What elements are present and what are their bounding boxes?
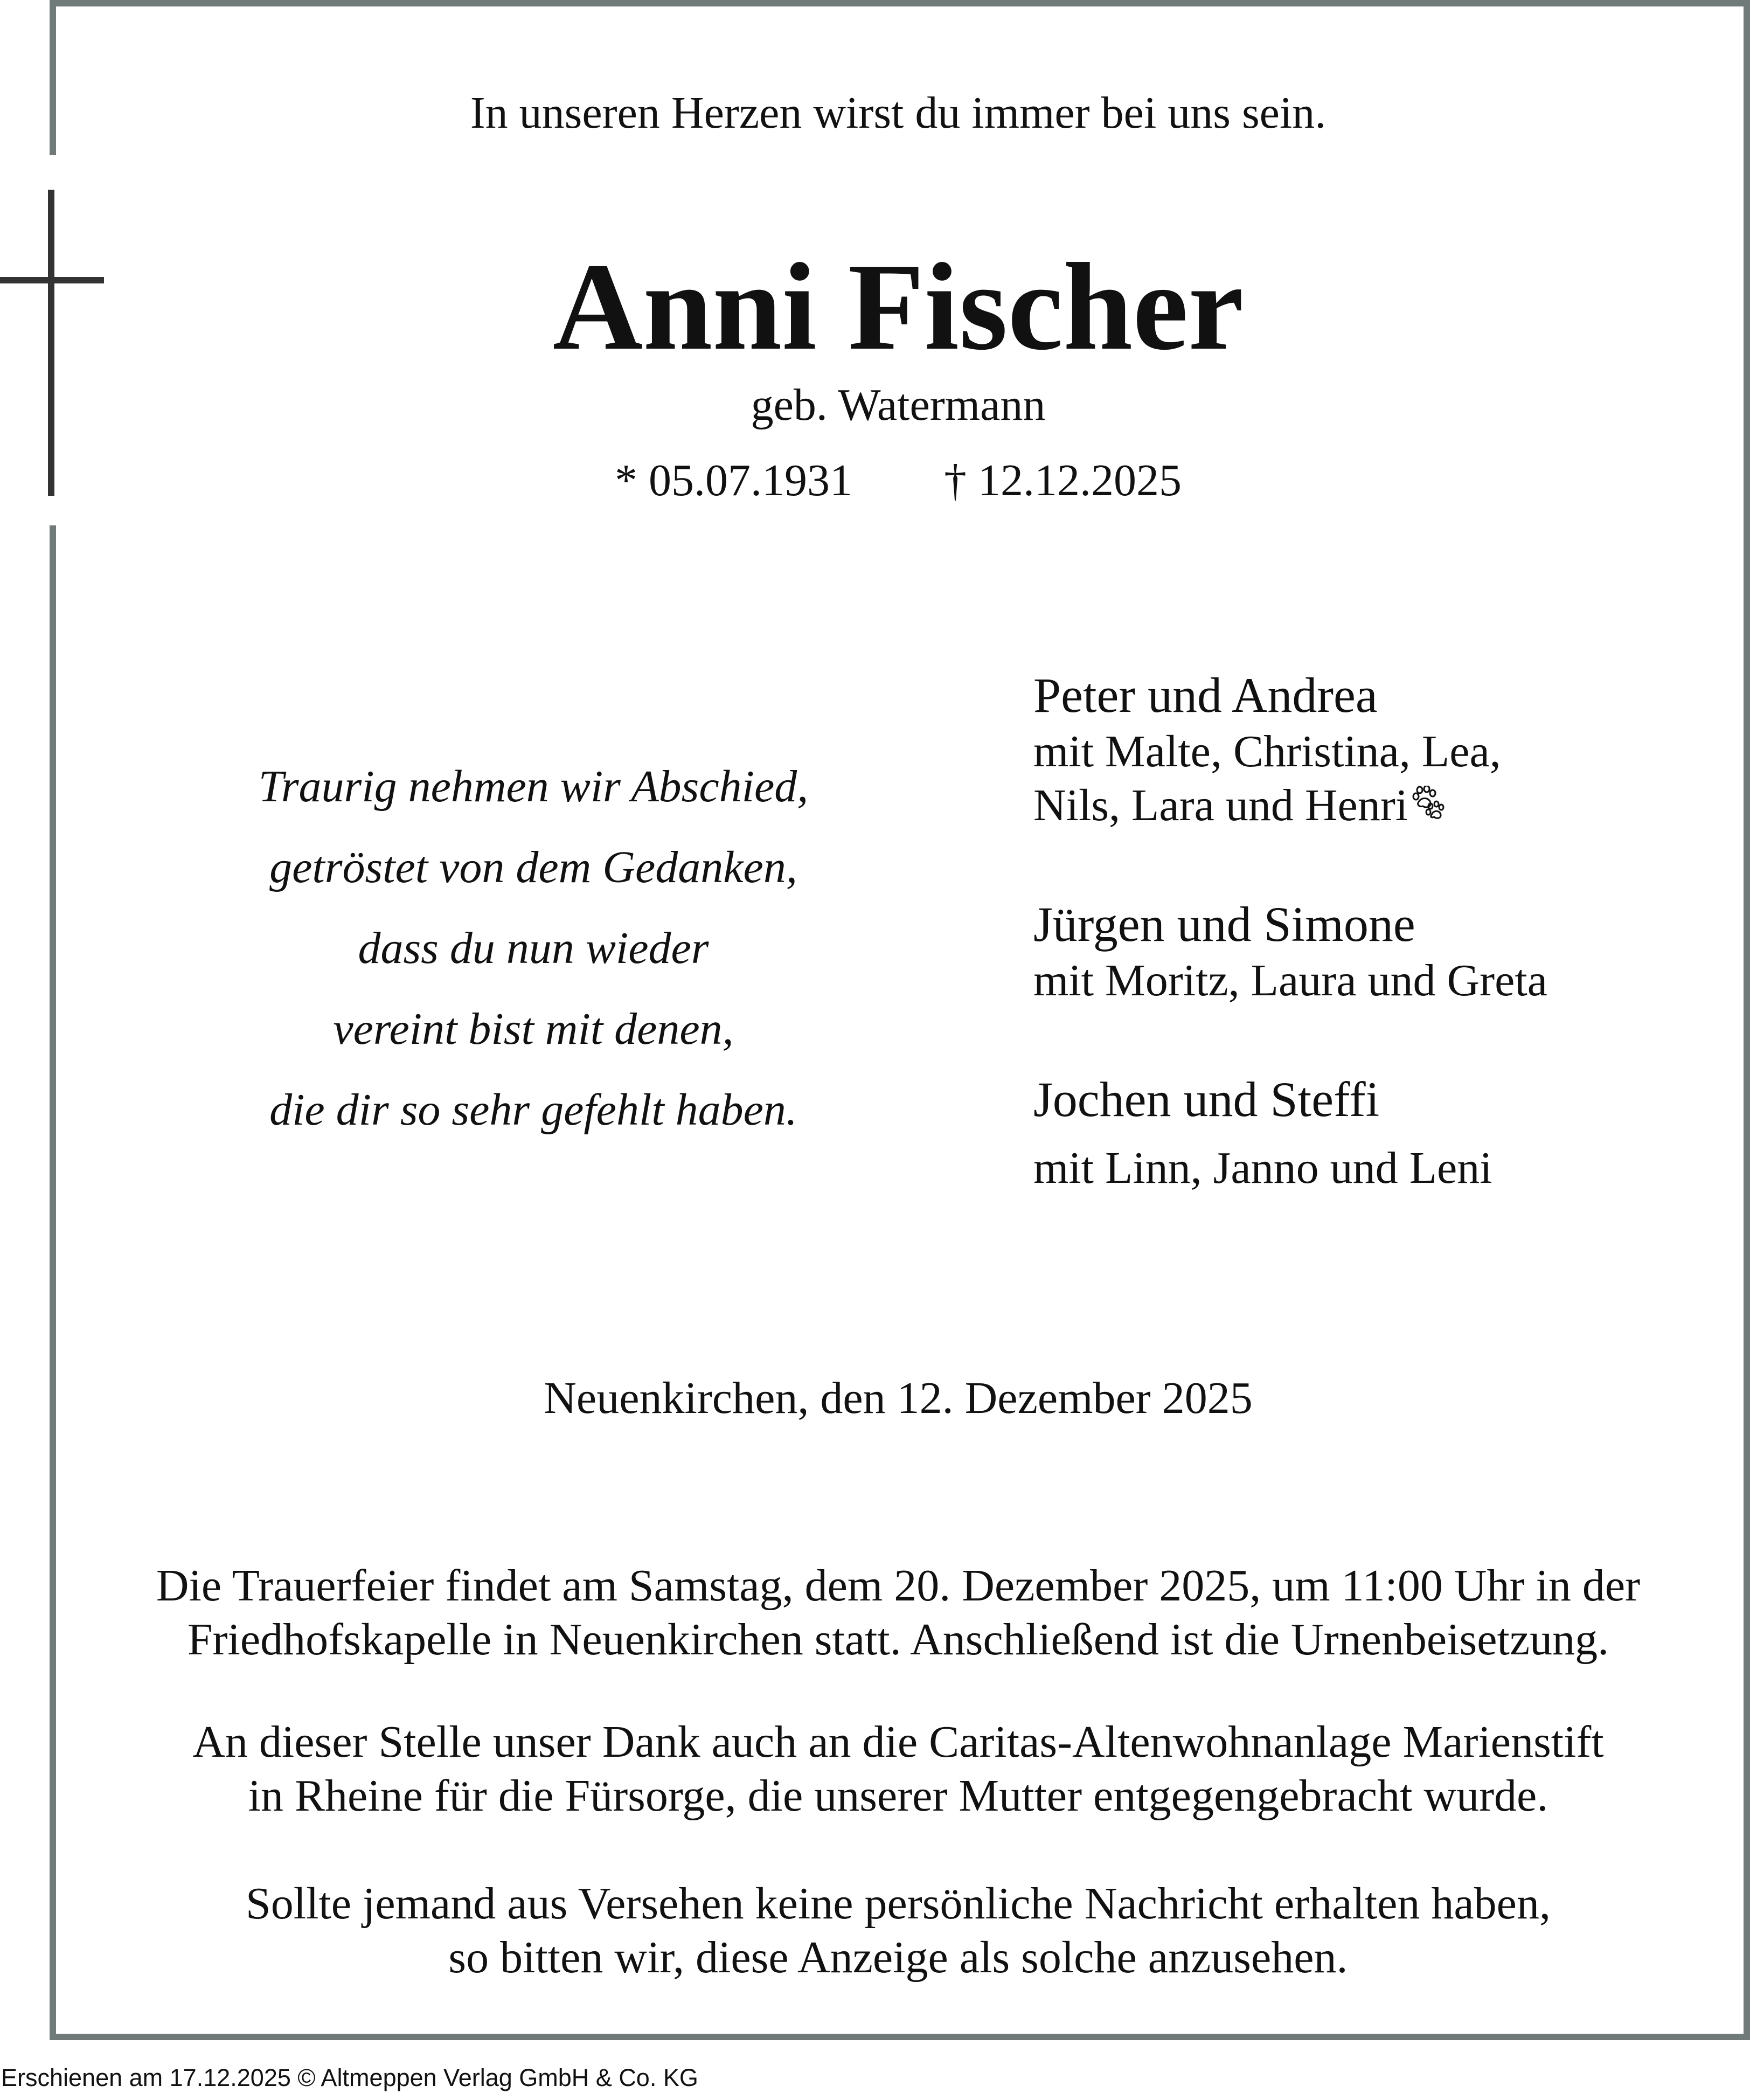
verse [210,746,857,1151]
notice-paragraph [0,1877,1750,1985]
frame-bottom [51,2034,1750,2040]
verse-line: getröstet von dem Gedanken, [269,842,797,892]
family-group [1033,1070,1492,1195]
paragraph-line: Friedhofskapelle in Neuenkirchen statt. Anschließend ist die Urnenbeisetzung. [187,1614,1609,1665]
motto: In unseren Herzen wirst du immer bei uns sein. [470,88,1327,138]
verse-line: vereint bist mit denen, [333,1004,734,1054]
paw-prints-icon [1412,779,1446,833]
family-names: Jürgen und Simone [1033,897,1415,952]
paragraph-line: in Rheine für die Fürsorge, die unserer Mutter entgegengebracht wurde. [248,1771,1548,1821]
paragraph-line: Sollte jemand aus Versehen keine persönliche Nachricht erhalten haben, [246,1879,1551,1929]
family-children: Nils, Lara und Henri [1033,780,1408,830]
paragraph-line: An dieser Stelle unser Dank auch an die Caritas-Altenwohnanlage Marienstift [192,1717,1604,1767]
birth-date: * 05.07.1931 [615,455,852,505]
paragraph-line: so bitten wir, diese Anzeige als solche anzusehen. [448,1932,1348,1983]
family-names: Peter und Andrea [1033,668,1378,723]
death-date: † 12.12.2025 [944,455,1182,505]
paragraph-line: Die Trauerfeier findet am Samstag, dem 20. Dezember 2025, um 11:00 Uhr in der [156,1561,1641,1611]
funeral-info-paragraph [0,1559,1750,1667]
family-children: mit Moritz, Laura und Greta [1033,955,1548,1006]
verse-line: Traurig nehmen wir Abschied, [258,761,809,812]
family-children: mit Malte, Christina, Lea, [1033,726,1501,777]
verse-line: die dir so sehr gefehlt haben. [269,1085,797,1135]
family-group [1033,666,1501,833]
frame-top [51,0,1750,6]
life-dates [0,454,1750,508]
thanks-paragraph [0,1715,1750,1823]
maiden-name: geb. Watermann [751,380,1046,430]
family-names: Jochen und Steffi [1033,1072,1380,1127]
family-children: mit Linn, Janno und Leni [1033,1143,1492,1193]
family-children-line [1033,779,1501,833]
publication-footer: Erschienen am 17.12.2025 © Altmeppen Verlag GmbH & Co. KG [1,2064,698,2091]
family-group [1033,895,1547,1008]
verse-line: dass du nun wieder [358,923,709,973]
deceased-name: Anni Fischer [552,238,1244,376]
place-and-date: Neuenkirchen, den 12. Dezember 2025 [544,1373,1253,1423]
